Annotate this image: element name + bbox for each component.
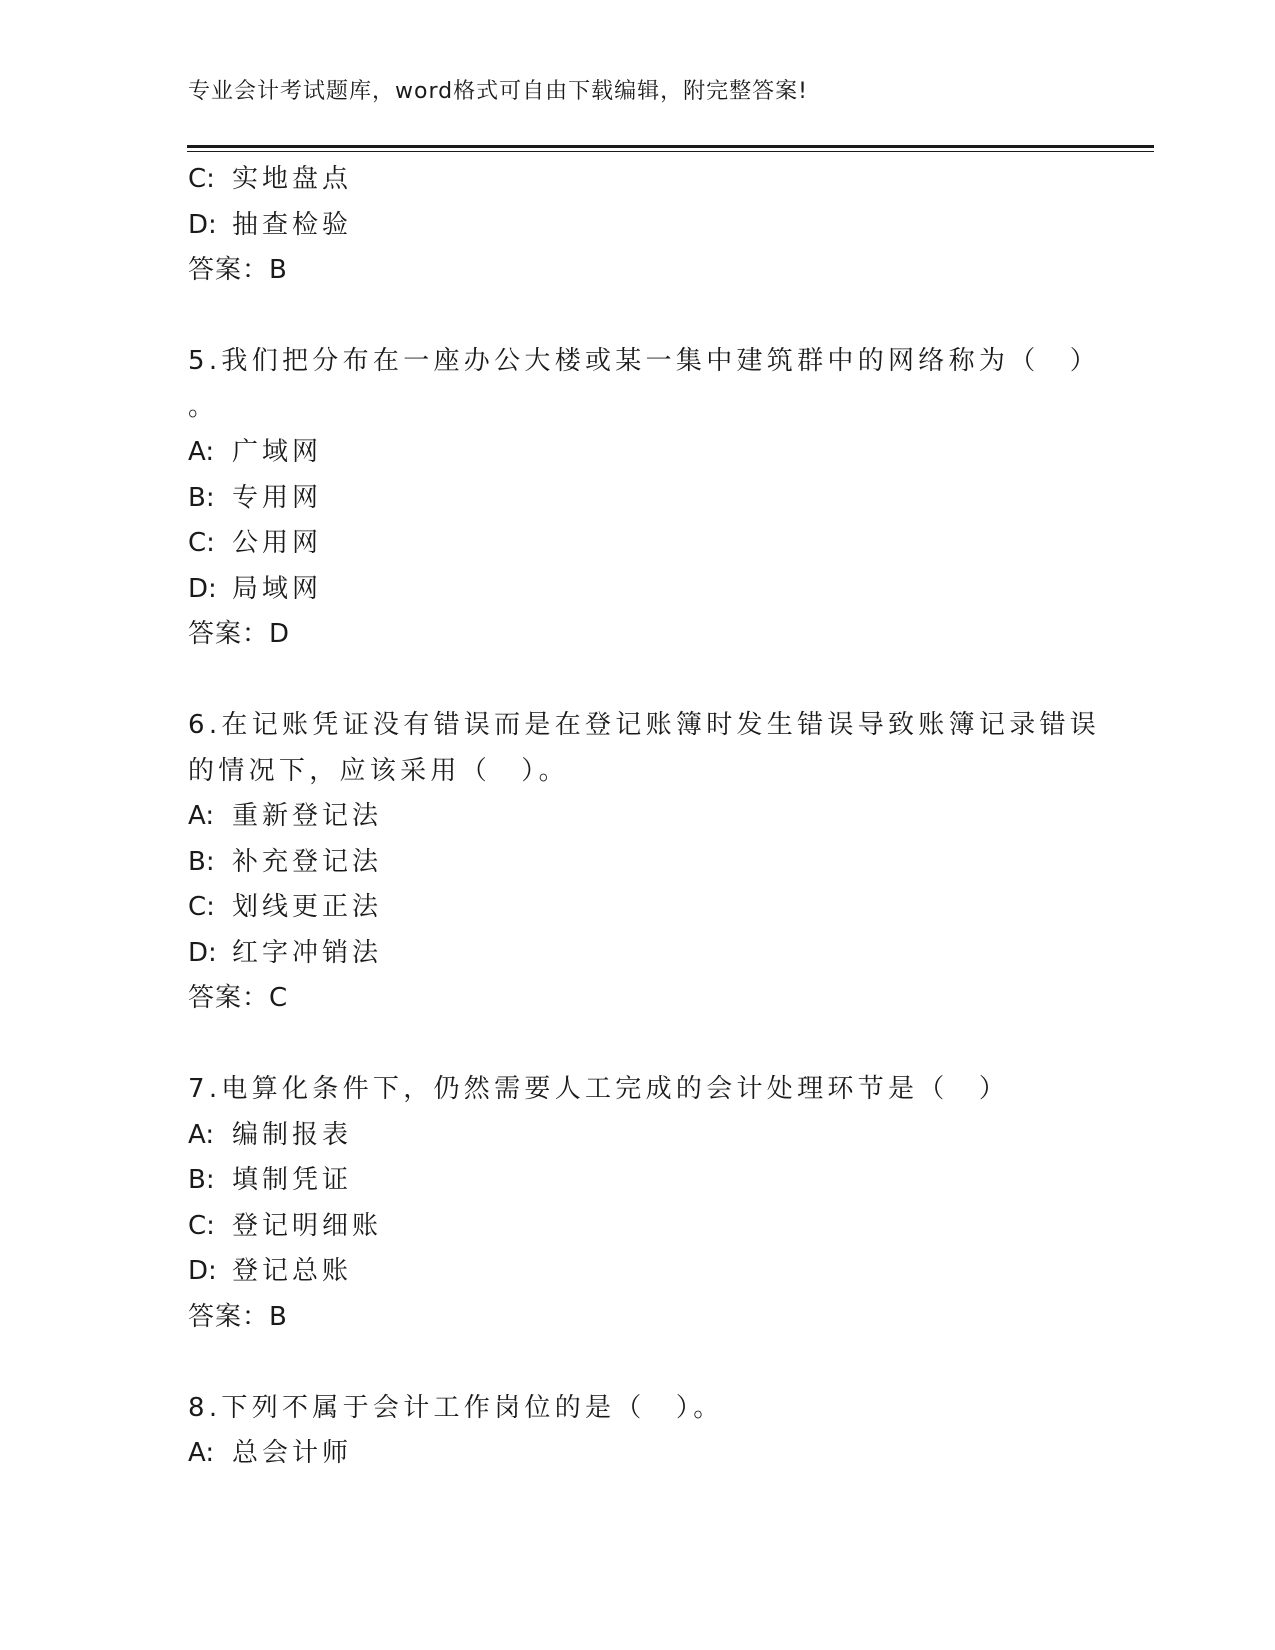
option-letter: C: <box>188 892 215 922</box>
question-4 <box>188 157 1088 294</box>
option-b <box>188 1158 1088 1204</box>
option-c <box>188 1204 1088 1250</box>
option-text: 补充登记法 <box>232 846 383 877</box>
option-a <box>188 1431 1088 1477</box>
option-text: 红字冲销法 <box>232 937 383 968</box>
option-text: 编制报表 <box>232 1119 353 1150</box>
option-a <box>188 1113 1088 1159</box>
option-text: 专用网 <box>232 482 323 513</box>
option-c <box>188 521 1088 567</box>
option-letter: D: <box>188 937 217 968</box>
question-stem: 5.我们把分布在一座办公大楼或某一集中建筑群中的网络称为（ ） <box>188 346 1101 376</box>
question-stem: 6.在记账凭证没有错误而是在登记账簿时发生错误导致账簿记录错误 <box>188 710 1101 740</box>
option-a <box>188 794 1088 840</box>
option-text: 登记明细账 <box>232 1210 383 1241</box>
option-text: 抽查检验 <box>232 209 353 240</box>
option-d <box>188 931 1088 977</box>
option-letter: B: <box>188 482 215 513</box>
option-b <box>188 476 1088 522</box>
option-text: 局域网 <box>232 573 323 604</box>
option-letter: B: <box>188 846 215 877</box>
option-letter: A: <box>188 1119 215 1150</box>
question-stem: 7.电算化条件下，仍然需要人工完成的会计处理环节是（ ） <box>188 1074 1010 1104</box>
option-d <box>188 567 1088 613</box>
header-note: 专业会计考试题库，word格式可自由下载编辑，附完整答案! <box>188 79 808 104</box>
answer-line: 答案：B <box>188 255 288 285</box>
option-letter: C: <box>188 528 215 558</box>
option-letter: A: <box>188 437 215 467</box>
answer-line: 答案：C <box>188 983 289 1013</box>
option-letter: D: <box>188 573 217 604</box>
answer-line: 答案：D <box>188 619 291 649</box>
spacer <box>188 1022 1088 1068</box>
option-c <box>188 157 1088 203</box>
option-text: 登记总账 <box>232 1256 353 1286</box>
option-text: 重新登记法 <box>232 801 383 831</box>
option-letter: C: <box>188 1210 215 1241</box>
option-letter: A: <box>188 801 215 831</box>
option-text: 实地盘点 <box>232 164 353 194</box>
option-b <box>188 840 1088 886</box>
spacer <box>188 658 1088 704</box>
option-text: 总会计师 <box>232 1438 353 1468</box>
answer-line: 答案：B <box>188 1301 288 1332</box>
option-letter: B: <box>188 1165 215 1195</box>
option-letter: D: <box>188 1256 217 1286</box>
question-5 <box>188 339 1101 658</box>
option-text: 广域网 <box>232 437 323 467</box>
option-text: 填制凭证 <box>232 1165 353 1195</box>
question-stem-continued: 。 <box>188 391 219 422</box>
option-d <box>188 203 1088 249</box>
question-6 <box>188 703 1101 1022</box>
question-stem: 8.下列不属于会计工作岗位的是（ ）。 <box>188 1392 724 1423</box>
question-7 <box>188 1067 1088 1340</box>
spacer <box>188 294 1088 340</box>
question-stem-continued: 的情况下，应该采用（ ）。 <box>188 755 569 786</box>
option-text: 公用网 <box>232 528 323 558</box>
option-text: 划线更正法 <box>232 892 383 922</box>
option-a <box>188 430 1088 476</box>
option-letter: A: <box>188 1438 215 1468</box>
option-letter: C: <box>188 164 215 194</box>
option-letter: D: <box>188 209 217 240</box>
spacer <box>188 1340 1088 1386</box>
option-d <box>188 1249 1088 1295</box>
header-rule-thick <box>187 145 1154 148</box>
question-8 <box>188 1386 1088 1477</box>
option-c <box>188 885 1088 931</box>
header-rule-thin <box>187 151 1154 152</box>
question-content <box>188 157 1101 1477</box>
